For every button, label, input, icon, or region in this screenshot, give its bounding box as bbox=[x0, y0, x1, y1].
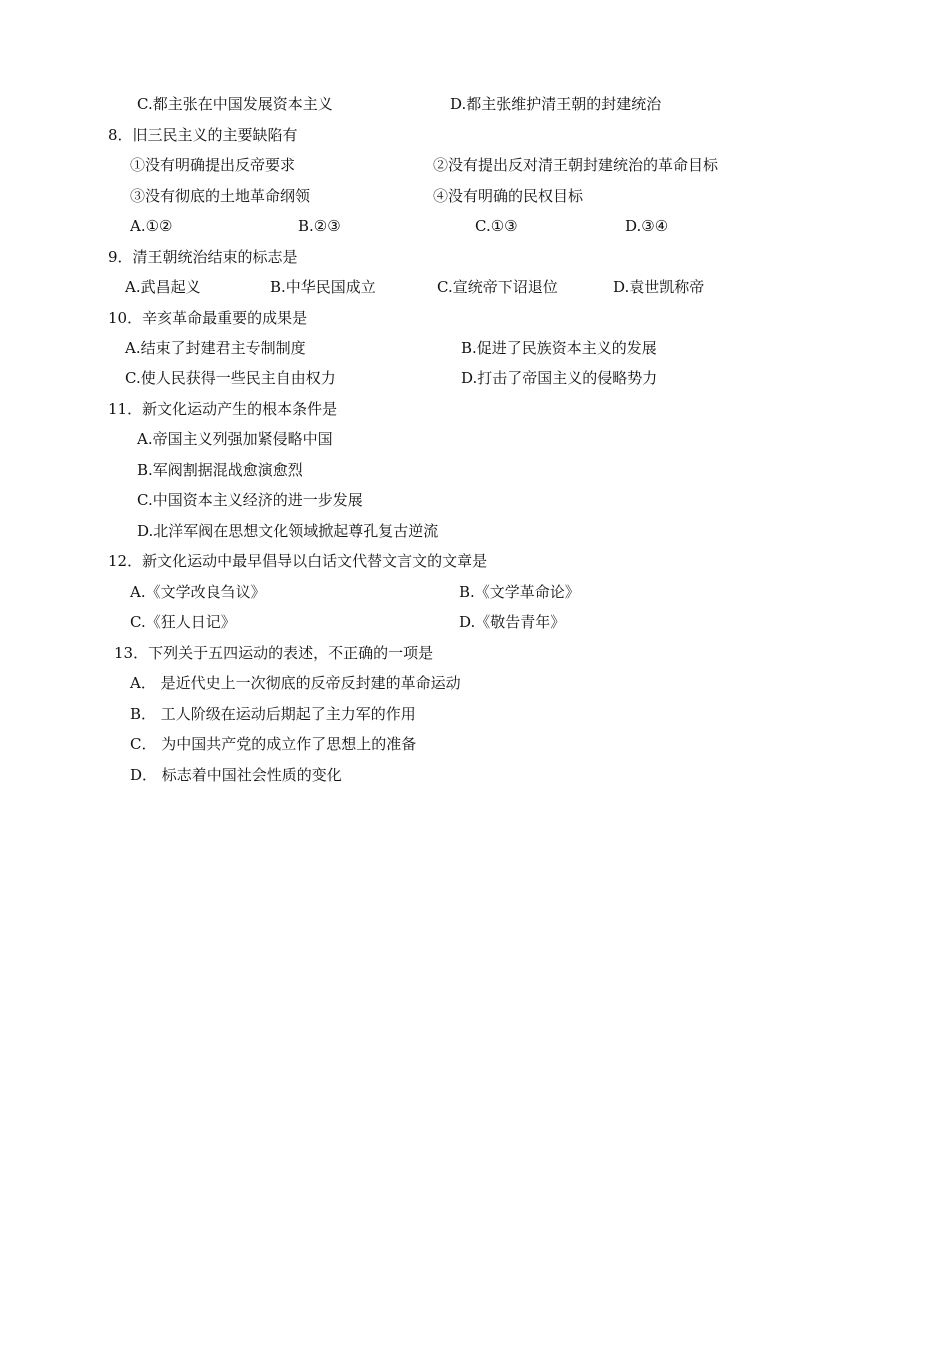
q9-option-d: D.袁世凯称帝 bbox=[613, 278, 705, 296]
q8-option-c: C.①③ bbox=[475, 217, 518, 235]
q11-option-c: C.中国资本主义经济的进一步发展 bbox=[137, 491, 363, 509]
question-12-stem: 12．新文化运动中最早倡导以白话文代替文言文的文章是 bbox=[108, 552, 488, 570]
q9-option-c: C.宣统帝下诏退位 bbox=[437, 278, 558, 296]
q8-item-3: ③没有彻底的土地革命纲领 bbox=[130, 187, 311, 205]
q10-option-a: A.结束了封建君主专制制度 bbox=[125, 339, 306, 357]
q11-option-d: D.北洋军阀在思想文化领域掀起尊孔复古逆流 bbox=[137, 522, 439, 540]
q12-option-c: C.《狂人日记》 bbox=[130, 613, 236, 631]
q10-option-c: C.使人民获得一些民主自由权力 bbox=[125, 369, 336, 387]
q13-option-c: C． 为中国共产党的成立作了思想上的准备 bbox=[130, 735, 417, 753]
question-9-stem: 9．清王朝统治结束的标志是 bbox=[108, 248, 298, 266]
prev-option-c: C.都主张在中国发展资本主义 bbox=[137, 95, 333, 113]
q11-option-b: B.军阀割据混战愈演愈烈 bbox=[137, 461, 303, 479]
question-13-stem: 13．下列关于五四运动的表述，不正确的一项是 bbox=[114, 644, 434, 662]
q9-option-a: A.武昌起义 bbox=[125, 278, 201, 296]
question-8-stem: 8．旧三民主义的主要缺陷有 bbox=[108, 126, 298, 144]
q10-option-d: D.打击了帝国主义的侵略势力 bbox=[461, 369, 658, 387]
question-10-stem: 10．辛亥革命最重要的成果是 bbox=[108, 309, 308, 327]
q8-item-4: ④没有明确的民权目标 bbox=[433, 187, 584, 205]
q13-option-b: B． 工人阶级在运动后期起了主力军的作用 bbox=[130, 705, 416, 723]
q11-option-a: A.帝国主义列强加紧侵略中国 bbox=[137, 430, 333, 448]
q13-option-d: D． 标志着中国社会性质的变化 bbox=[130, 766, 342, 784]
q8-item-1: ①没有明确提出反帝要求 bbox=[130, 156, 296, 174]
q8-option-b: B.②③ bbox=[298, 217, 341, 235]
q8-item-2: ②没有提出反对清王朝封建统治的革命目标 bbox=[433, 156, 719, 174]
q9-option-b: B.中华民国成立 bbox=[270, 278, 376, 296]
q12-option-d: D.《敬告青年》 bbox=[459, 613, 566, 631]
q12-option-b: B.《文学革命论》 bbox=[459, 583, 580, 601]
q12-option-a: A.《文学改良刍议》 bbox=[130, 583, 266, 601]
q10-option-b: B.促进了民族资本主义的发展 bbox=[461, 339, 657, 357]
prev-option-d: D.都主张维护清王朝的封建统治 bbox=[450, 95, 662, 113]
q8-option-a: A.①② bbox=[130, 217, 173, 235]
q8-option-d: D.③④ bbox=[625, 217, 669, 235]
q13-option-a: A． 是近代史上一次彻底的反帝反封建的革命运动 bbox=[130, 674, 461, 692]
question-11-stem: 11．新文化运动产生的根本条件是 bbox=[108, 400, 338, 418]
